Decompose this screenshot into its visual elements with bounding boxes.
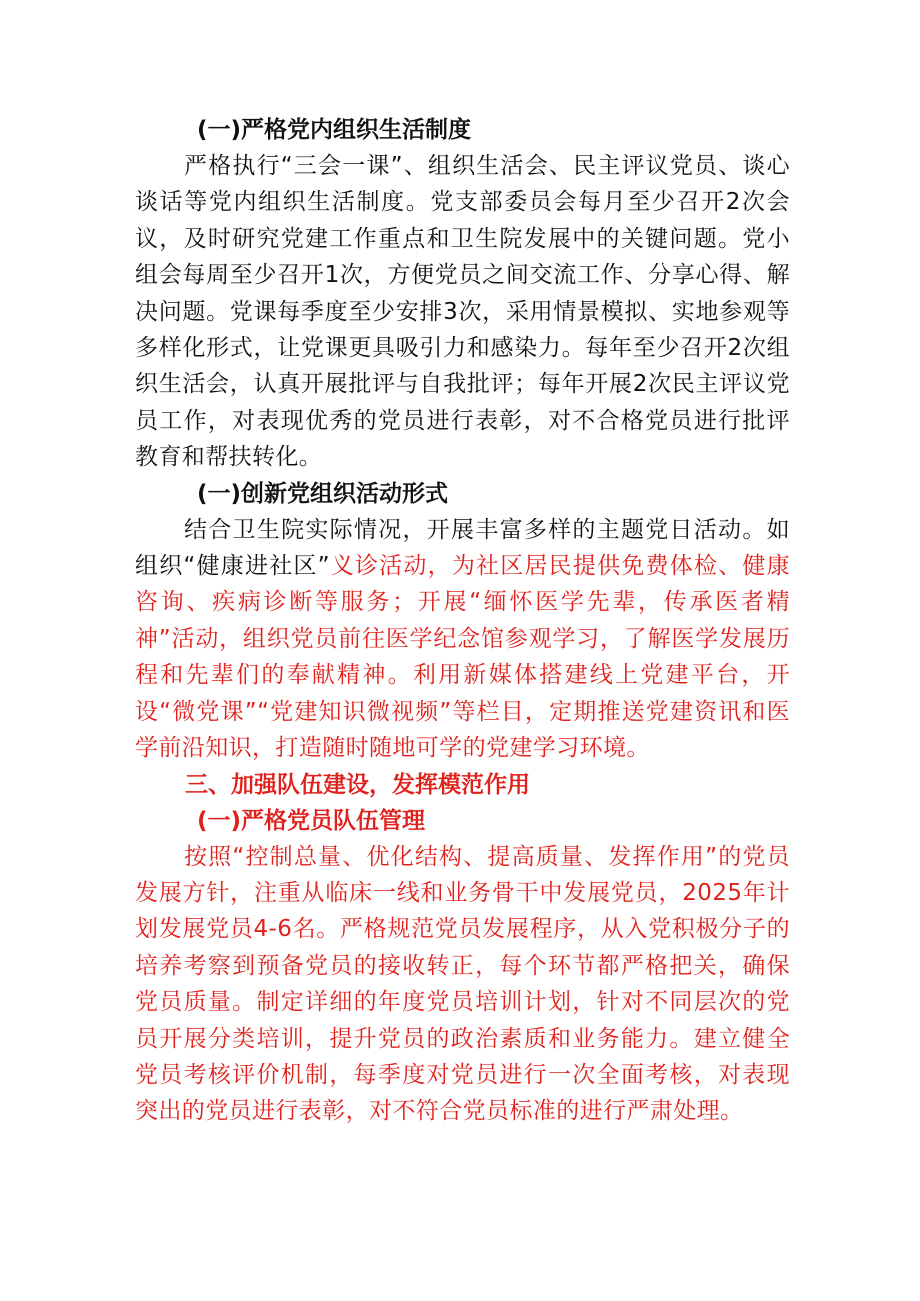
- chapter-heading-team-building: 三、加强队伍建设，发挥模范作用: [185, 771, 530, 798]
- section-heading-party-activities: (一)创新党组织活动形式: [197, 480, 449, 507]
- paragraph-party-life-system: 严格执行“三会一课”、组织生活会、民主评议党员、谈心谈话等党内组织生活制度。党支部委员会每月至少召开2次会议，及时研究党建工作重点和卫生院发展中的关键问题。党小组会每周至少召开1次，方便党员之间交流工作、分享心得、解决问题。党课每季度至少安排3次，采用情景模拟、实地参观等多样化形式，让党课更具吸引力和感染力。每年至少召开2次组织生活会，认真开展批评与自我批评；每年开展2次民主评议党员工作，对表现优秀的党员进行表彰，对不合格党员进行批评教育和帮扶转化。: [135, 153, 790, 471]
- document-page: [135, 112, 790, 1130]
- section-heading-party-life-system: (一)严格党内组织生活制度: [197, 117, 472, 143]
- section-heading-member-management: (一)严格党员队伍管理: [197, 807, 426, 834]
- paragraph-party-activities-black-text: 结合卫生院实际情况，开展丰富多样的主题党日活动。如组织“健康进社区”: [135, 516, 790, 580]
- paragraph-member-management: 按照“控制总量、优化结构、提高质量、发挥作用”的党员发展方针，注重从临床一线和业务骨干中发展党员，2025年计划发展党员4-6名。严格规范党员发展程序，从入党积极分子的培养考察到预备党员的接收转正，每个环节都严格把关，确保党员质量。制定详细的年度党员培训计划，针对不同层次的党员开展分类培训，提升党员的政治素质和业务能力。建立健全党员考核评价机制，每季度对党员进行一次全面考核，对表现突出的党员进行表彰，对不符合党员标准的进行严肃处理。: [135, 843, 790, 1125]
- paragraph-party-activities-red-text: 义诊活动，为社区居民提供免费体检、健康咨询、疾病诊断等服务；开展“缅怀医学先辈，传承医者精神”活动，组织党员前往医学纪念馆参观学习，了解医学发展历程和先辈们的奉献精神。利用新媒体搭建线上党建平台，开设“微党课”“党建知识微视频”等栏目，定期推送党建资讯和医学前沿知识，打造随时随地可学的党建学习环境。: [135, 553, 790, 762]
- paragraph-party-activities: [135, 512, 790, 767]
